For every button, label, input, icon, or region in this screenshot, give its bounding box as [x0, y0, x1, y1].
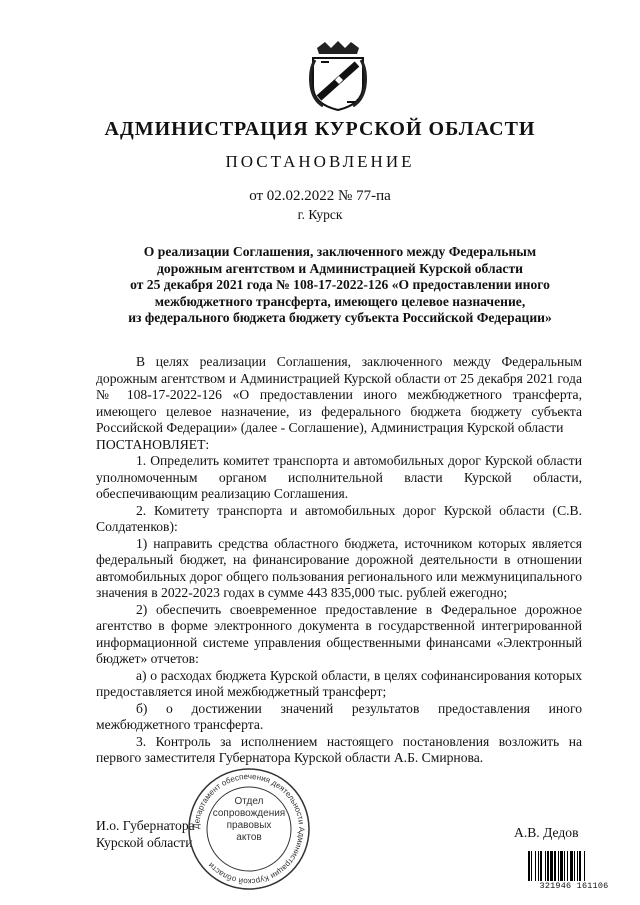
coat-of-arms-emblem	[307, 40, 369, 112]
title-line: из федерального бюджета бюджету субъекта Российской Федерации»	[128, 310, 552, 326]
date-and-number: от 02.02.2022 № 77-па	[249, 188, 391, 204]
barcode-bar	[577, 851, 578, 881]
barcode-bar	[554, 851, 556, 881]
barcode-bar	[564, 851, 565, 881]
title-line: О реализации Соглашения, заключенного между Федеральным	[143, 244, 537, 259]
clause-2-1: 1) направить средства областного бюджета, источником которых является федеральный бюджет, на финансирование дорожной деятельности в отношении автомобильных дорог общего пользования регионального или межмуниципального значения в 2022-2023 годах в сумме 443 835,000 тыс. рублей ежегодно;	[96, 535, 582, 600]
barcode-bar	[584, 851, 585, 881]
stamp-line: актов	[236, 832, 262, 843]
clause-3: 3. Контроль за исполнением настоящего постановления возложить на первого заместителя Губернатора Курской области А.Б. Смирнова.	[96, 733, 582, 765]
barcode	[528, 851, 620, 881]
barcode-bar	[567, 851, 568, 881]
barcode-bar	[545, 851, 546, 881]
decree-word: ПОСТАНОВЛЯЕТ:	[96, 436, 210, 452]
barcode-bar	[550, 851, 553, 881]
title-line: дорожным агентством и Администрацией Курской области	[157, 260, 523, 276]
barcode-bar	[540, 851, 542, 881]
document-body	[96, 354, 582, 767]
title-line: от 25 декабря 2021 года № 108-17-2022-126 «О предоставлении иного	[130, 277, 550, 293]
clause-2-2-b: б) о достижении значений результатов предоставления иного межбюджетного трансферта.	[96, 700, 582, 732]
barcode-bar	[560, 851, 563, 881]
stamp-line: Отдел	[234, 796, 264, 807]
barcode-bar	[531, 851, 532, 881]
organization-name: АДМИНИСТРАЦИЯ КУРСКОЙ ОБЛАСТИ	[104, 118, 536, 140]
clause-2: 2. Комитету транспорта и автомобильных дорог Курской области (С.В. Солдатенков):	[96, 502, 582, 534]
barcode-bar	[547, 851, 549, 881]
document-title	[90, 244, 590, 327]
signatory-name: А.В. Дедов	[514, 825, 579, 840]
barcode-bar	[538, 851, 539, 881]
barcode-number: 321946 161106	[539, 881, 609, 891]
barcode-bar	[528, 851, 530, 881]
stamp-line: правовых	[226, 820, 272, 831]
stamp-center-text	[186, 796, 312, 844]
stamp-ring-text: Департамент обеспечения деятельности Администрации Курской области	[191, 771, 307, 887]
signatory-position-line: И.о. Губернатора	[96, 818, 195, 833]
title-line: межбюджетного трансферта, имеющего целевое назначение,	[154, 293, 526, 309]
clause-2-2-a: а) о расходах бюджета Курской области, в целях софинансирования которых предоставляется иной межбюджетный трансферт;	[96, 667, 582, 699]
signatory-position-line: Курской области	[96, 835, 193, 850]
signatory-position	[96, 817, 195, 851]
barcode-bar	[535, 851, 536, 881]
clause-2-2: 2) обеспечить своевременное предоставление в Федеральное дорожное агентство в форме электронного документа в государственной интегрированной информационной системе управления общественными финансами «Электронный бюджет» отчетов:	[96, 601, 582, 666]
barcode-bar	[574, 851, 575, 881]
stamp-line: сопровождения	[212, 808, 286, 819]
barcode-bar	[570, 851, 573, 881]
barcode-bar	[579, 851, 581, 881]
barcode-bar	[558, 851, 559, 881]
clause-1: 1. Определить комитет транспорта и автомобильных дорог Курской области уполномоченным органом исполнительной власти Курской области, обеспечивающим реализацию Соглашения.	[96, 453, 582, 501]
intro-paragraph: В целях реализации Соглашения, заключенного между Федеральным дорожным агентством и Администрацией Курской области от 25 декабря 2021 года № 108-17-2022-126 «О предоставлении иного межбюджетного трансферта, имеющего целевое назначение, из федерального бюджета бюджету субъекта Российской Федерации» (далее - Соглашение), Администрация Курской области	[96, 354, 582, 435]
city: г. Курск	[297, 207, 343, 222]
document-type: ПОСТАНОВЛЕНИЕ	[225, 152, 415, 171]
